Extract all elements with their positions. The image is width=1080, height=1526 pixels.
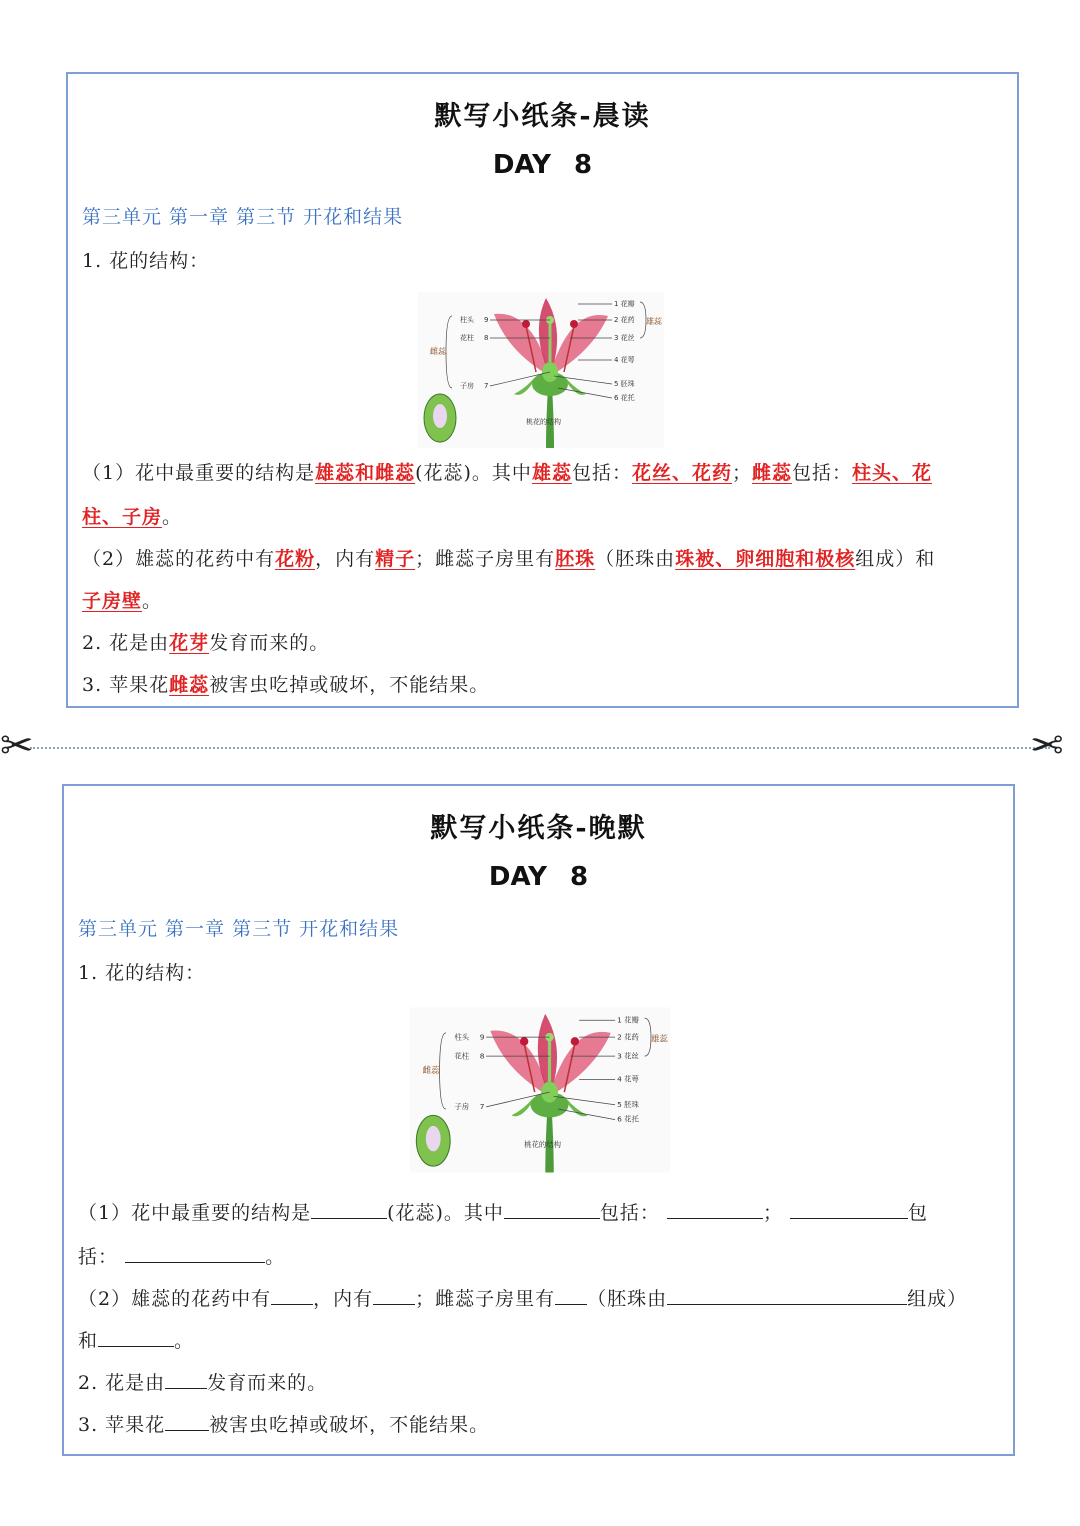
svg-text:雄蕊: 雄蕊 (650, 1033, 668, 1044)
morning-p1-line1: （1）花中最重要的结构是雄蕊和雌蕊(花蕊)。其中雄蕊包括：花丝、花药；雌蕊包括：柱头、花 (82, 462, 933, 484)
num-9: 9 (484, 316, 489, 324)
anther-left (522, 320, 530, 328)
evening-p2-line2: 和 。 (78, 1330, 195, 1352)
label-ovule: 5 胚珠 (614, 380, 635, 388)
answer-stigma-part2: 柱、子房 (82, 506, 163, 528)
label-sepal: 4 花萼 (614, 356, 635, 364)
answer-filament-anther: 花丝、花药 (631, 462, 732, 484)
answer-stamen-and-pistil: 雄蕊和雌蕊 (315, 462, 416, 484)
answer-pollen: 花粉 (275, 548, 316, 570)
morning-p1-line2: 柱、子房。 (82, 506, 183, 528)
svg-text:3 花丝: 3 花丝 (617, 1051, 639, 1061)
answer-ovule-parts: 珠被、卵细胞和极核 (675, 548, 856, 570)
evening-q1-heading: 1. 花的结构： (78, 962, 206, 984)
morning-q2: 2. 花是由花芽发育而来的。 (82, 632, 330, 654)
answer-pistil: 雌蕊 (752, 462, 793, 484)
scissors-icon: ✂ (0, 723, 34, 769)
blank-7[interactable] (373, 1286, 415, 1305)
label-style: 花柱 (460, 334, 474, 342)
svg-text:7: 7 (479, 1102, 485, 1112)
diagram-caption: 桃花的结构 (526, 418, 561, 426)
num-7: 7 (484, 382, 489, 390)
anther-right (570, 320, 578, 328)
answer-apple-pistil: 雌蕊 (169, 674, 210, 696)
evening-p2-line1: （2）雄蕊的花药中有 ，内有 ；雌蕊子房里有 （胚珠由 组成） (78, 1288, 968, 1310)
svg-text:4 花萼: 4 花萼 (617, 1074, 639, 1084)
blank-5[interactable] (125, 1244, 265, 1263)
group-label-pistil: 雌蕊 (430, 347, 446, 356)
evening-p1-line2: 括： 。 (78, 1246, 286, 1268)
morning-day: DAY 8 (492, 150, 593, 180)
blank-2[interactable] (504, 1200, 600, 1219)
svg-text:5 胚珠: 5 胚珠 (617, 1099, 639, 1109)
svg-text:花柱: 花柱 (454, 1051, 470, 1061)
scissors-icon: ✂ (1030, 723, 1064, 769)
evening-card (62, 784, 1015, 1456)
blank-10[interactable] (98, 1328, 174, 1347)
blank-4[interactable] (790, 1200, 908, 1219)
answer-sperm: 精子 (375, 548, 416, 570)
label-receptacle: 6 花托 (614, 394, 635, 402)
label-anther: 2 花药 (614, 316, 635, 324)
blank-3[interactable] (667, 1200, 763, 1219)
svg-text:2 花药: 2 花药 (617, 1032, 639, 1042)
svg-text:桃花的结构: 桃花的结构 (524, 1140, 562, 1150)
blank-6[interactable] (271, 1286, 313, 1305)
group-label-stamen: 雄蕊 (646, 317, 662, 326)
svg-text:1 花瓣: 1 花瓣 (617, 1015, 639, 1025)
label-petal: 1 花瓣 (614, 300, 635, 308)
answer-stamen: 雄蕊 (531, 462, 572, 484)
evening-section-heading: 第三单元 第一章 第三节 开花和结果 (78, 918, 400, 940)
answer-ovary-wall: 子房壁 (82, 590, 143, 612)
svg-text:9: 9 (479, 1032, 485, 1042)
svg-text:6 花托: 6 花托 (617, 1114, 639, 1124)
evening-day: DAY 8 (488, 862, 589, 892)
ovule-inset-core (433, 404, 447, 428)
cut-line (30, 747, 1050, 749)
blank-12[interactable] (165, 1412, 209, 1431)
evening-p1-line1: （1）花中最重要的结构是 (花蕊)。其中 包括： ； 包 (78, 1202, 929, 1224)
flower-structure-diagram (410, 1000, 670, 1180)
morning-q3: 3. 苹果花雌蕊被害虫吃掉或破坏，不能结果。 (82, 674, 490, 696)
label-filament: 3 花丝 (614, 334, 635, 342)
blank-11[interactable] (165, 1370, 207, 1389)
evening-q3: 3. 苹果花 被害虫吃掉或破坏，不能结果。 (78, 1414, 490, 1436)
morning-p2-line1: （2）雄蕊的花药中有花粉，内有精子；雌蕊子房里有胚珠（胚珠由珠被、卵细胞和极核组成）和 (82, 548, 936, 570)
label-ovary: 子房 (460, 382, 474, 390)
blank-8[interactable] (555, 1286, 587, 1305)
answer-flower-bud: 花芽 (169, 632, 210, 654)
morning-section-heading: 第三单元 第一章 第三节 开花和结果 (82, 206, 404, 228)
answer-ovule: 胚珠 (555, 548, 596, 570)
svg-text:雌蕊: 雌蕊 (422, 1065, 440, 1076)
num-8: 8 (484, 334, 489, 342)
blank-1[interactable] (311, 1200, 387, 1219)
morning-q1-heading: 1. 花的结构： (82, 250, 210, 272)
svg-text:柱头: 柱头 (454, 1032, 470, 1042)
svg-text:8: 8 (479, 1051, 485, 1061)
morning-title: 默写小纸条-晨读 (434, 101, 651, 132)
svg-text:子房: 子房 (454, 1102, 470, 1112)
answer-stigma-part1: 柱头、花 (852, 462, 933, 484)
flower-structure-diagram (418, 292, 664, 448)
morning-card (66, 72, 1019, 708)
label-stigma: 柱头 (460, 316, 474, 324)
blank-9[interactable] (667, 1286, 907, 1305)
evening-q2: 2. 花是由 发育而来的。 (78, 1372, 328, 1394)
evening-title: 默写小纸条-晚默 (430, 813, 647, 844)
morning-p2-line2: 子房壁。 (82, 590, 163, 612)
